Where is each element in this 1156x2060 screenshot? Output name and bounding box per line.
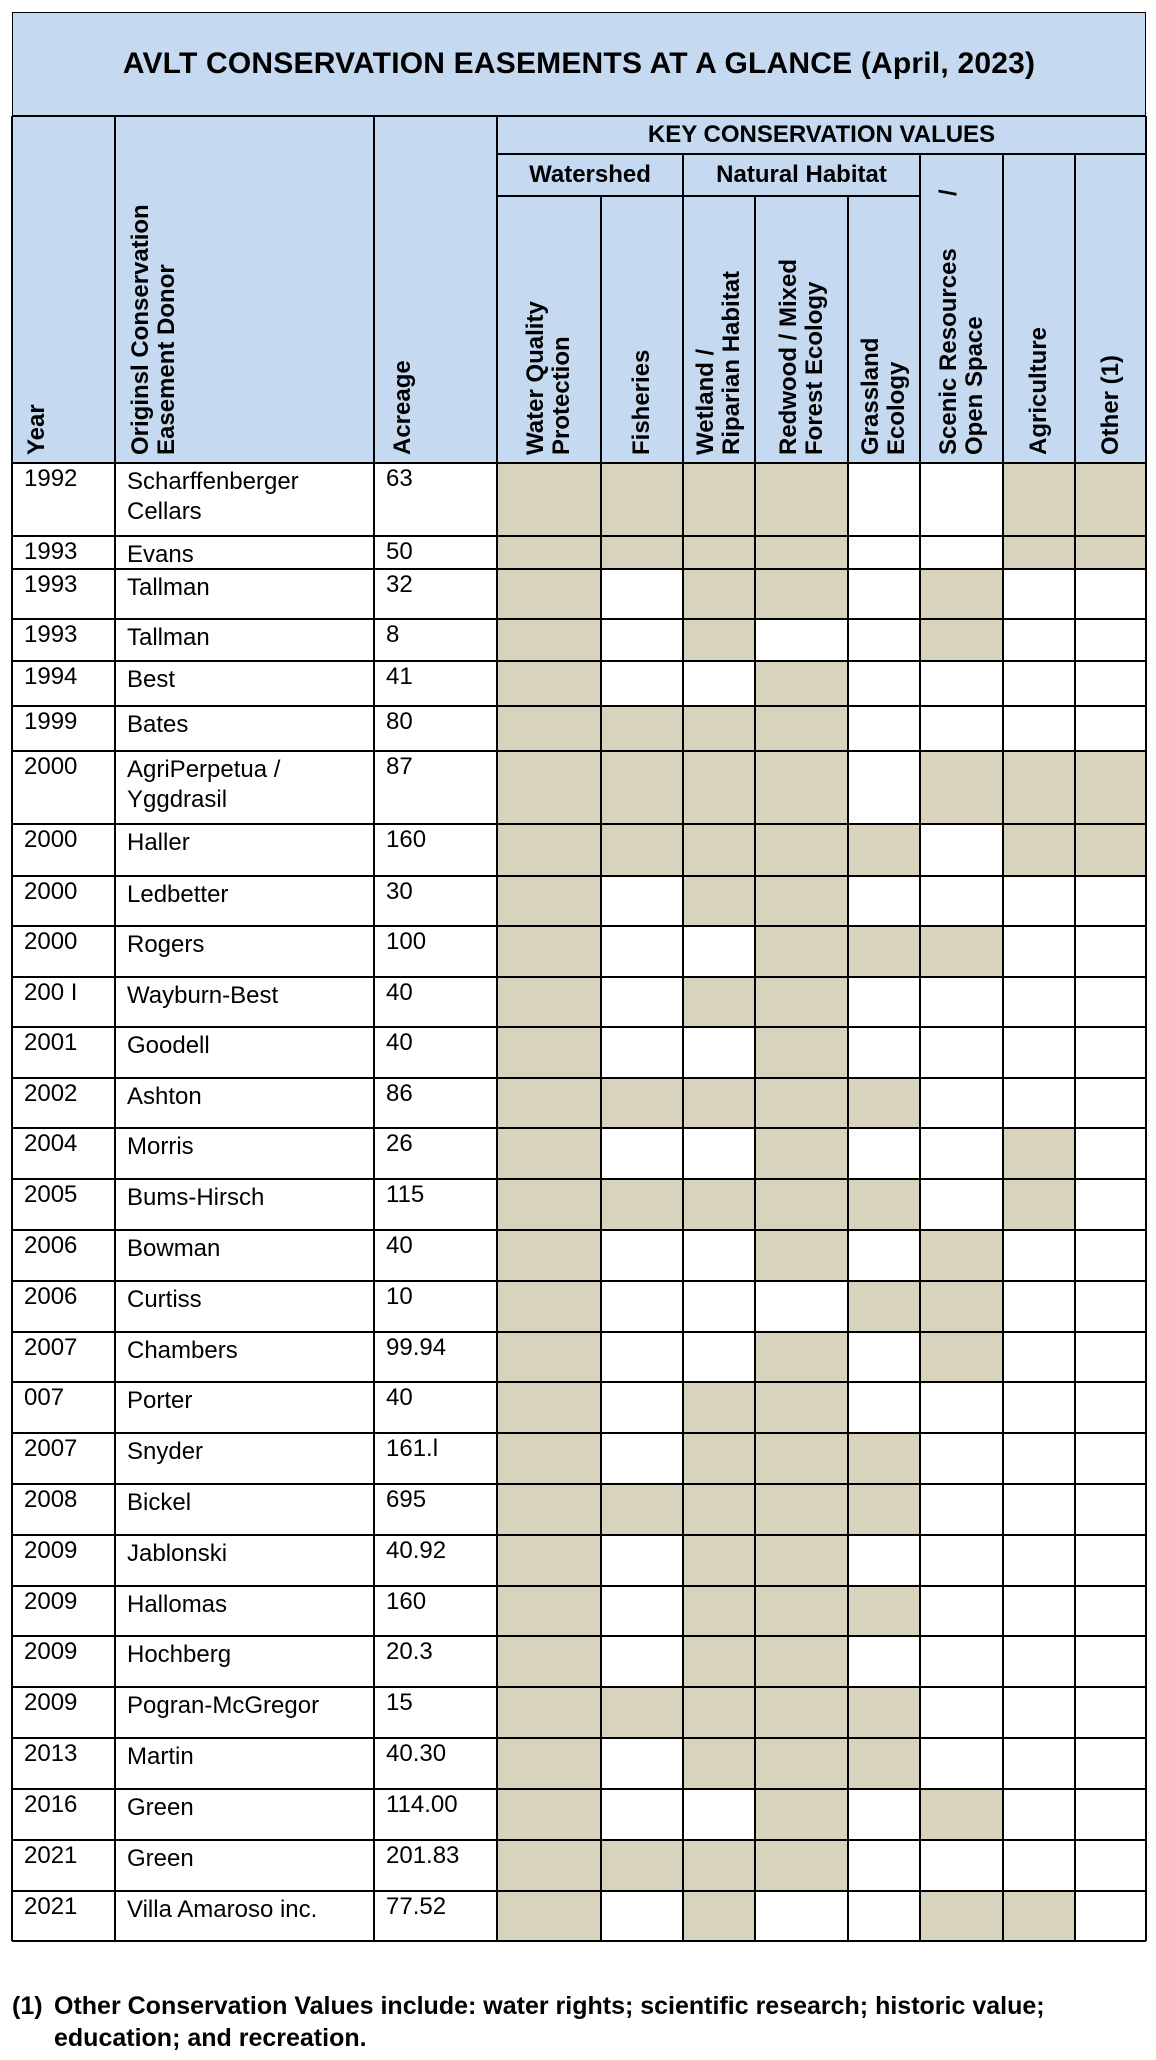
row-divider — [12, 1026, 1146, 1027]
value-cell-shaded — [1003, 1891, 1075, 1941]
value-cell-shaded — [755, 876, 848, 926]
natural-habitat-group-header: Natural Habitat — [716, 161, 887, 188]
row-acreage: 10 — [386, 1283, 413, 1310]
column-header-5-line-1: Grassland — [857, 337, 884, 455]
value-cell-shaded — [920, 1891, 1003, 1941]
row-divider — [12, 535, 1146, 536]
value-cell-shaded — [497, 619, 601, 661]
column-divider — [373, 116, 374, 1941]
row-divider — [12, 1940, 1146, 1941]
value-cell-shaded — [1075, 463, 1146, 536]
row-acreage: 86 — [386, 1080, 413, 1107]
column-header-2: Fisheries — [628, 349, 655, 455]
row-divider — [12, 875, 1146, 876]
value-cell-shaded — [755, 1078, 848, 1128]
value-cell-shaded — [920, 569, 1003, 619]
row-year: 2021 — [24, 1893, 78, 1920]
value-cell-shaded — [683, 751, 755, 824]
row-year: 2005 — [24, 1181, 78, 1208]
value-cell-shaded — [755, 1840, 848, 1891]
column-header-8: Other (1) — [1096, 354, 1124, 455]
value-cell-shaded — [848, 1586, 920, 1636]
row-year: 1994 — [24, 663, 78, 690]
row-acreage: 80 — [386, 708, 413, 735]
value-cell-shaded — [848, 1281, 920, 1332]
row-year: 2006 — [24, 1283, 78, 1310]
row-donor: Wayburn-Best — [127, 982, 279, 1009]
value-cell-shaded — [920, 926, 1003, 977]
value-cell-shaded — [601, 1840, 683, 1891]
row-donor: Rogers — [127, 931, 205, 958]
value-cell-shaded — [755, 926, 848, 977]
value-cell-shaded — [497, 1484, 601, 1535]
value-cell-shaded — [683, 569, 755, 619]
value-cell-shaded — [683, 1738, 755, 1789]
value-cell-shaded — [755, 706, 848, 751]
row-donor: Bums-Hirsch — [127, 1184, 265, 1211]
value-cell-shaded — [601, 1078, 683, 1128]
row-divider — [12, 660, 1146, 661]
value-cell-shaded — [755, 977, 848, 1027]
value-cell-shaded — [848, 824, 920, 876]
value-cell-shaded — [683, 619, 755, 661]
row-divider — [12, 976, 1146, 977]
value-cell-shaded — [848, 1484, 920, 1535]
row-acreage: 40 — [386, 1384, 413, 1411]
row-donor: Jablonski — [127, 1540, 228, 1567]
value-cell-shaded — [601, 1687, 683, 1738]
value-cell-shaded — [497, 569, 601, 619]
value-cell-shaded — [1075, 824, 1146, 876]
value-cell-shaded — [683, 1078, 755, 1128]
value-cell-shaded — [755, 1535, 848, 1586]
column-header-6-line-2: Open Space — [960, 316, 988, 455]
row-year: 2002 — [24, 1080, 78, 1107]
column-divider — [919, 154, 920, 1941]
value-cell-shaded — [755, 1484, 848, 1535]
value-cell-shaded — [848, 1687, 920, 1738]
row-divider — [12, 1280, 1146, 1281]
column-header-4-line-2: Forest Ecology — [800, 281, 828, 455]
column-divider — [1074, 154, 1075, 1941]
value-cell-shaded — [601, 824, 683, 876]
row-donor: Porter — [127, 1387, 193, 1414]
value-cell-shaded — [848, 1179, 920, 1230]
column-header-6-line-1: Scenic Resources — [934, 248, 962, 455]
row-donor: Ashton — [127, 1083, 202, 1110]
row-acreage: 50 — [386, 538, 413, 565]
value-cell-shaded — [601, 463, 683, 536]
row-divider — [12, 925, 1146, 926]
watershed-group-header: Watershed — [529, 161, 651, 188]
column-header-3-line-2: Riparian Habitat — [718, 270, 745, 455]
value-cell-shaded — [920, 619, 1003, 661]
scenic-slash-mark: / — [935, 189, 962, 196]
row-acreage: 63 — [386, 465, 413, 492]
row-donor: Tallman — [127, 574, 210, 601]
value-cell-shaded — [1003, 1179, 1075, 1230]
footnote-mark: (1) — [12, 1992, 43, 2020]
row-divider — [12, 705, 1146, 706]
value-cell-shaded — [920, 1789, 1003, 1840]
row-acreage: 26 — [386, 1130, 413, 1157]
value-cell-shaded — [497, 1433, 601, 1484]
row-donor: Scharffenberger — [127, 468, 299, 495]
row-divider — [12, 750, 1146, 751]
value-cell-shaded — [755, 1738, 848, 1789]
value-cell-shaded — [497, 926, 601, 977]
row-year: 2000 — [24, 826, 78, 853]
value-cell-shaded — [1003, 751, 1075, 824]
row-acreage: 20.3 — [386, 1638, 433, 1665]
column-header-3-line-1: Wetland / — [692, 348, 719, 455]
row-divider — [12, 1127, 1146, 1128]
column-divider — [682, 154, 683, 1941]
value-cell-shaded — [683, 824, 755, 876]
value-cell-shaded — [601, 536, 683, 569]
row-year: 200 I — [24, 979, 78, 1006]
row-year: 2021 — [24, 1842, 78, 1869]
value-cell-shaded — [497, 1636, 601, 1687]
row-acreage: 32 — [386, 571, 413, 598]
row-year: 2009 — [24, 1638, 78, 1665]
row-year: 2007 — [24, 1334, 78, 1361]
value-cell-shaded — [1075, 751, 1146, 824]
value-cell-shaded — [683, 463, 755, 536]
value-cell-shaded — [683, 1535, 755, 1586]
value-cell-shaded — [920, 1281, 1003, 1332]
value-cell-shaded — [497, 1738, 601, 1789]
value-cell-shaded — [497, 1179, 601, 1230]
value-cell-shaded — [848, 926, 920, 977]
row-donor: AgriPerpetua / — [127, 756, 281, 783]
row-donor: Evans — [127, 541, 194, 568]
footnote — [12, 1990, 1152, 2054]
row-divider — [12, 1737, 1146, 1738]
value-cell-shaded — [683, 977, 755, 1027]
row-acreage: 201.83 — [386, 1842, 460, 1869]
value-cell-shaded — [497, 876, 601, 926]
column-divider — [1002, 154, 1003, 1941]
value-cell-shaded — [497, 1078, 601, 1128]
row-year: 2008 — [24, 1486, 78, 1513]
row-acreage: 99.94 — [386, 1334, 447, 1361]
row-donor: Villa Amaroso inc. — [127, 1896, 318, 1923]
row-acreage: 30 — [386, 878, 413, 905]
row-acreage: 160 — [386, 1588, 427, 1615]
row-year: 1992 — [24, 465, 78, 492]
row-acreage: 15 — [386, 1689, 413, 1716]
row-year: 2000 — [24, 878, 78, 905]
value-cell-shaded — [683, 1687, 755, 1738]
value-cell-shaded — [755, 824, 848, 876]
row-divider — [12, 1686, 1146, 1687]
row-divider — [12, 1432, 1146, 1433]
value-cell-shaded — [848, 1078, 920, 1128]
column-header-7: Agriculture — [1025, 326, 1052, 455]
row-donor-line-2: Cellars — [127, 498, 202, 525]
donor-header-line-1: Originsl Conservation — [127, 204, 154, 455]
row-acreage: 40.30 — [386, 1740, 447, 1767]
row-year: 2000 — [24, 928, 78, 955]
value-cell-shaded — [755, 1586, 848, 1636]
row-divider — [12, 1585, 1146, 1586]
row-year: 2006 — [24, 1232, 78, 1259]
column-divider — [11, 116, 12, 1941]
row-year: 2009 — [24, 1588, 78, 1615]
row-donor: Bowman — [127, 1235, 221, 1262]
row-year: 2013 — [24, 1740, 78, 1767]
value-cell-shaded — [755, 1687, 848, 1738]
value-cell-shaded — [755, 751, 848, 824]
value-cell-shaded — [755, 463, 848, 536]
value-cell-shaded — [497, 1281, 601, 1332]
value-cell-shaded — [683, 1840, 755, 1891]
row-year: 2016 — [24, 1791, 78, 1818]
row-acreage: 77.52 — [386, 1893, 447, 1920]
value-cell-shaded — [683, 1891, 755, 1941]
value-cell-shaded — [497, 1891, 601, 1941]
value-cell-shaded — [755, 1636, 848, 1687]
column-divider — [114, 116, 115, 1941]
value-cell-shaded — [920, 1230, 1003, 1281]
value-cell-shaded — [1003, 463, 1075, 536]
value-cell-shaded — [683, 876, 755, 926]
value-cell-shaded — [497, 824, 601, 876]
value-cell-shaded — [497, 463, 601, 536]
row-year: 2007 — [24, 1435, 78, 1462]
value-cell-shaded — [497, 977, 601, 1027]
row-year: 1993 — [24, 571, 78, 598]
row-acreage: 40.92 — [386, 1537, 447, 1564]
value-cell-shaded — [755, 1179, 848, 1230]
column-header-1-line-2: Protection — [548, 336, 575, 455]
acreage-header: Acreage — [389, 360, 416, 455]
row-acreage: 115 — [386, 1181, 425, 1208]
value-cell-shaded — [755, 569, 848, 619]
value-cell-shaded — [497, 1840, 601, 1891]
footnote-line-2: education; and recreation. — [54, 2024, 367, 2052]
row-year: 2009 — [24, 1537, 78, 1564]
value-cell-shaded — [1075, 536, 1146, 569]
value-cell-shaded — [1003, 536, 1075, 569]
value-cell-shaded — [848, 1738, 920, 1789]
value-cell-shaded — [601, 1179, 683, 1230]
row-donor: Pogran-McGregor — [127, 1692, 320, 1719]
row-donor: Tallman — [127, 624, 210, 651]
row-acreage: 114.00 — [386, 1791, 458, 1818]
value-cell-shaded — [755, 1789, 848, 1840]
row-donor: Bates — [127, 711, 189, 738]
value-cell-shaded — [755, 1027, 848, 1078]
value-cell-shaded — [497, 1382, 601, 1433]
value-cell-shaded — [497, 706, 601, 751]
key-values-header: KEY CONSERVATION VALUES — [647, 121, 996, 148]
value-cell-shaded — [683, 536, 755, 569]
footnote-line-1: Other Conservation Values include: water rights; scientific research; historic value; — [54, 1992, 1045, 2020]
row-donor: Best — [127, 666, 176, 693]
value-cell-shaded — [683, 1382, 755, 1433]
value-cell-shaded — [683, 1586, 755, 1636]
value-cell-shaded — [497, 1230, 601, 1281]
value-cell-shaded — [755, 1332, 848, 1382]
value-cell-shaded — [497, 661, 601, 706]
row-donor: Hallomas — [127, 1591, 228, 1618]
row-year: 2000 — [24, 753, 78, 780]
row-donor: Morris — [127, 1133, 194, 1160]
table-title: AVLT CONSERVATION EASEMENTS AT A GLANCE (April, 2023) — [122, 47, 1036, 80]
value-cell-shaded — [1003, 1128, 1075, 1179]
value-cell-shaded — [755, 1382, 848, 1433]
value-cell-shaded — [683, 1179, 755, 1230]
row-acreage: 87 — [386, 753, 413, 780]
row-divider — [12, 1229, 1146, 1230]
row-divider — [12, 1839, 1146, 1840]
value-cell-shaded — [755, 1433, 848, 1484]
row-divider — [12, 462, 1146, 463]
row-year: 1999 — [24, 708, 78, 735]
row-donor: Chambers — [127, 1337, 238, 1364]
column-header-5-line-2: Ecology — [883, 361, 910, 455]
column-header-1-line-1: Water Quality — [522, 301, 549, 455]
value-cell-shaded — [601, 751, 683, 824]
value-cell-shaded — [497, 536, 601, 569]
value-cell-shaded — [683, 706, 755, 751]
value-cell-shaded — [497, 1586, 601, 1636]
column-header-4-line-1: Redwood / Mixed — [774, 258, 802, 455]
row-donor-line-2: Yggdrasil — [127, 786, 228, 813]
value-cell-shaded — [601, 1484, 683, 1535]
table-title-bar — [12, 12, 1146, 116]
row-divider — [12, 1077, 1146, 1078]
row-donor: Green — [127, 1845, 194, 1872]
row-acreage: 40 — [386, 979, 413, 1006]
row-donor: Ledbetter — [127, 881, 229, 908]
row-year: 007 — [24, 1384, 65, 1411]
value-cell-shaded — [497, 1332, 601, 1382]
column-divider — [847, 196, 848, 1941]
value-cell-shaded — [497, 1535, 601, 1586]
value-cell-shaded — [497, 1027, 601, 1078]
row-year: 1993 — [24, 621, 78, 648]
value-cell-shaded — [497, 1687, 601, 1738]
row-acreage: 40 — [386, 1232, 413, 1259]
row-divider — [12, 1381, 1146, 1382]
row-donor: Curtiss — [127, 1286, 202, 1313]
row-divider — [12, 1890, 1146, 1891]
row-donor: Goodell — [127, 1032, 210, 1059]
row-acreage: 161.l — [386, 1435, 439, 1462]
row-acreage: 41 — [386, 663, 413, 690]
value-cell-shaded — [755, 1230, 848, 1281]
year-header: Year — [23, 404, 50, 455]
row-donor: Snyder — [127, 1438, 204, 1465]
row-donor: Hochberg — [127, 1641, 232, 1668]
value-cell-shaded — [497, 1789, 601, 1840]
row-year: 2001 — [24, 1029, 78, 1056]
value-cell-shaded — [683, 1636, 755, 1687]
row-acreage: 100 — [386, 928, 427, 955]
value-cell-shaded — [497, 751, 601, 824]
row-acreage: 40 — [386, 1029, 413, 1056]
row-divider — [12, 1178, 1146, 1179]
row-divider — [12, 1534, 1146, 1535]
value-cell-shaded — [497, 1128, 601, 1179]
value-cell-shaded — [1003, 824, 1075, 876]
value-cell-shaded — [755, 661, 848, 706]
row-acreage: 695 — [386, 1486, 427, 1513]
value-cell-shaded — [920, 751, 1003, 824]
row-acreage: 160 — [386, 826, 427, 853]
column-divider — [1145, 116, 1146, 1941]
row-divider — [12, 618, 1146, 619]
row-divider — [12, 1483, 1146, 1484]
row-donor: Martin — [127, 1743, 194, 1770]
column-divider — [600, 196, 601, 1941]
row-divider — [12, 823, 1146, 824]
value-cell-shaded — [683, 1484, 755, 1535]
value-cell-shaded — [848, 1433, 920, 1484]
donor-header-line-2: Easement Donor — [153, 264, 180, 455]
row-year: 2009 — [24, 1689, 78, 1716]
value-cell-shaded — [755, 1128, 848, 1179]
row-year: 1993 — [24, 538, 78, 565]
row-donor: Haller — [127, 829, 190, 856]
row-acreage: 8 — [386, 621, 400, 648]
row-year: 2004 — [24, 1130, 78, 1157]
column-divider — [754, 196, 755, 1941]
row-divider — [12, 1331, 1146, 1332]
value-cell-shaded — [601, 706, 683, 751]
row-divider — [12, 1635, 1146, 1636]
value-cell-shaded — [683, 1433, 755, 1484]
row-donor: Green — [127, 1794, 194, 1821]
row-divider — [12, 1788, 1146, 1789]
column-divider — [496, 116, 497, 1941]
row-donor: Bickel — [127, 1489, 192, 1516]
value-cell-shaded — [755, 536, 848, 569]
value-cell-shaded — [920, 1332, 1003, 1382]
